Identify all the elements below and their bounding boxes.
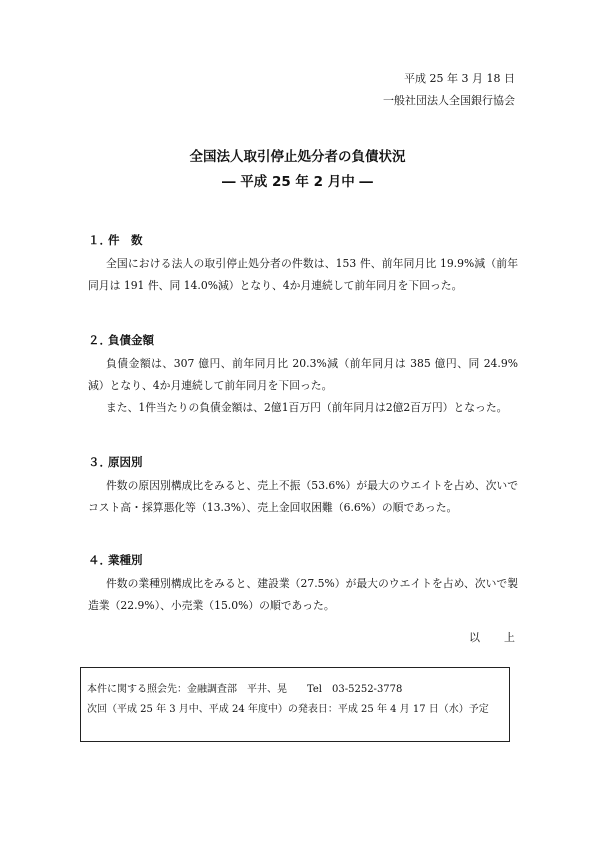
section-count bbox=[88, 229, 518, 297]
section-title: 原因別 bbox=[108, 455, 143, 469]
section-paragraph: 件数の業種別構成比をみると、建設業（27.5%）が最大のウエイトを占め、次いで製造業（22.9%）、小売業（15.0%）の順であった。 bbox=[88, 577, 518, 612]
section-paragraph: 負債金額は、307 億円、前年同月比 20.3%減（前年同月は 385 億円、同 24.9%減）となり、4か月連続して前年同月を下回った。 bbox=[88, 357, 518, 392]
issue-date: 平成 25 年 3 月 18 日 bbox=[404, 72, 515, 85]
section-by-cause bbox=[88, 451, 518, 519]
title-main: 全国法人取引停止処分者の負債状況 bbox=[189, 149, 406, 165]
section-heading bbox=[88, 229, 518, 251]
section-heading bbox=[88, 329, 518, 351]
section-heading bbox=[88, 451, 518, 473]
section-paragraph: 件数の原因別構成比をみると、売上不振（53.6%）が最大のウエイトを占め、次いでコスト高・採算悪化等（13.3%）、売上金回収困難（6.6%）の順であった。 bbox=[88, 479, 518, 514]
section-paragraph: 全国における法人の取引停止処分者の件数は、153 件、前年同月比 19.9%減（前年同月は 191 件、同 14.0%減）となり、4か月連続して前年同月を下回った。 bbox=[88, 257, 518, 292]
section-heading bbox=[88, 549, 518, 571]
section-title: 業種別 bbox=[108, 553, 143, 567]
title-period: ― 平成 25 年 2 月中 ― bbox=[222, 174, 373, 190]
contact-inquiry-line: 本件に関する照会先：金融調査部 平井、晃 Tel 03-5252-3778 bbox=[87, 684, 403, 695]
document-title bbox=[0, 145, 595, 195]
section-by-industry bbox=[88, 549, 518, 617]
section-title: 負債金額 bbox=[108, 333, 154, 347]
issuing-organization: 一般社団法人全国銀行協会 bbox=[383, 94, 515, 107]
contact-info-box bbox=[80, 667, 510, 742]
section-number: １． bbox=[88, 233, 111, 247]
section-number: ２． bbox=[88, 333, 111, 347]
next-release-line: 次回（平成 25 年 3 月中、平成 24 年度中）の発表日：平成 25 年 4 月 17 日（水）予定 bbox=[87, 704, 489, 715]
section-debt-amount bbox=[88, 329, 518, 419]
section-title: 件 数 bbox=[108, 233, 143, 247]
section-number: ４． bbox=[88, 553, 111, 567]
section-number: ３． bbox=[88, 455, 111, 469]
closing-mark: 以上 bbox=[469, 631, 539, 644]
section-paragraph: また、1件当たりの負債金額は、2億1百万円（前年同月は2億2百万円）となった。 bbox=[106, 401, 508, 414]
